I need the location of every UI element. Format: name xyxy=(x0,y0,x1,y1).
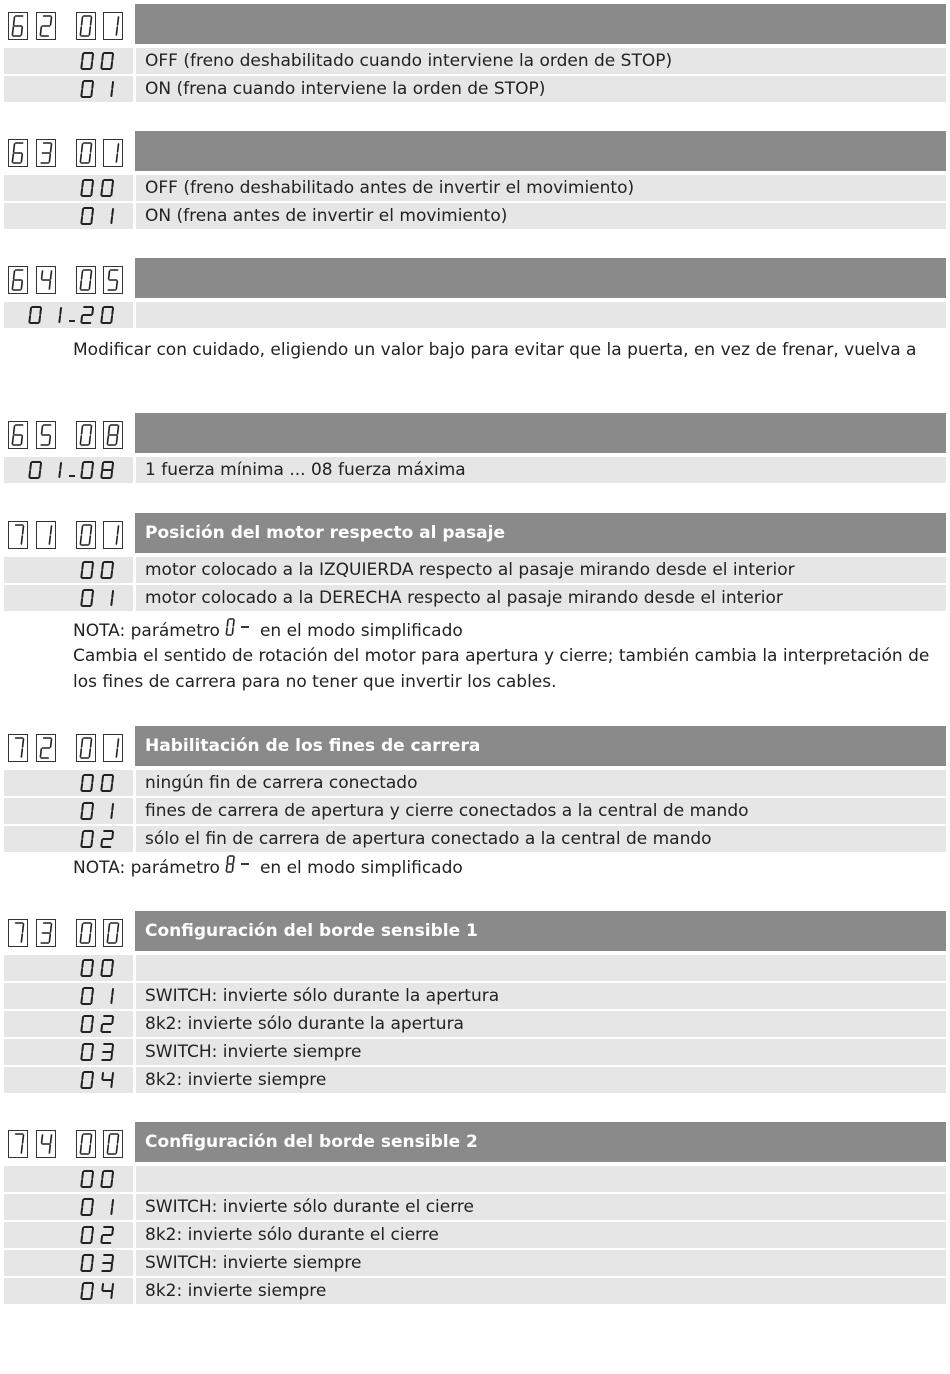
parameter-title: Configuración del borde sensible 1 xyxy=(135,911,946,951)
option-row xyxy=(4,826,946,852)
value-display-icon xyxy=(79,1169,123,1189)
note-parameter-71-simplified xyxy=(73,617,948,645)
parameter-code-display xyxy=(0,513,135,553)
option-description xyxy=(136,302,946,328)
option-value xyxy=(4,457,133,483)
parameter-title: Configuración del borde sensible 2 xyxy=(135,1122,946,1162)
option-value xyxy=(4,557,133,583)
code-digit-icon xyxy=(76,421,96,449)
option-row xyxy=(4,1222,946,1248)
value-display-icon xyxy=(27,460,123,480)
code-digit-icon xyxy=(76,12,96,40)
note-suffix: en el modo simplificado xyxy=(259,621,463,641)
code-digit-icon xyxy=(76,139,96,167)
option-value xyxy=(4,955,133,981)
option-value xyxy=(4,175,133,201)
code-digit-icon xyxy=(103,521,123,549)
option-row xyxy=(4,1250,946,1276)
code-digit-icon xyxy=(8,266,28,294)
parameter-header xyxy=(0,258,950,298)
parameter-code-display xyxy=(0,4,135,44)
parameter-code-display xyxy=(0,413,135,453)
option-description: 8k2: invierte sólo durante el cierre xyxy=(136,1222,946,1248)
value-display-icon xyxy=(79,1070,123,1090)
note-parameter-71-description: Cambia el sentido de rotación del motor para apertura y cierre; también cambia la interpretación de xyxy=(73,646,930,666)
code-digit-icon xyxy=(36,12,56,40)
code-digit-icon xyxy=(76,734,96,762)
code-digit-icon xyxy=(8,139,28,167)
code-digit-icon xyxy=(36,919,56,947)
option-description: 8k2: invierte sólo durante la apertura xyxy=(136,1011,946,1037)
option-description xyxy=(136,1166,946,1192)
value-display-icon xyxy=(79,560,123,580)
value-display-icon xyxy=(79,79,123,99)
code-digit-icon xyxy=(36,521,56,549)
value-display-icon xyxy=(79,1197,123,1217)
option-value xyxy=(4,302,133,328)
option-description: SWITCH: invierte siempre xyxy=(136,1039,946,1065)
value-display-icon xyxy=(79,1014,123,1034)
parameter-code-display xyxy=(0,258,135,298)
parameter-header xyxy=(0,513,950,553)
option-description xyxy=(136,955,946,981)
value-display-icon xyxy=(79,1225,123,1245)
option-description: ON (frena cuando interviene la orden de STOP) xyxy=(136,76,946,102)
option-row xyxy=(4,1278,946,1304)
option-row xyxy=(4,1011,946,1037)
value-display-icon xyxy=(79,588,123,608)
code-digit-icon xyxy=(8,421,28,449)
code-digit-icon xyxy=(36,266,56,294)
parameter-header xyxy=(0,911,950,951)
option-row xyxy=(4,1039,946,1065)
option-value xyxy=(4,983,133,1009)
parameter-header xyxy=(0,413,950,453)
option-description: ON (frena antes de invertir el movimiento) xyxy=(136,203,946,229)
value-display-icon xyxy=(79,773,123,793)
parameter-code-display xyxy=(0,911,135,951)
option-description: OFF (freno deshabilitado antes de invertir el movimiento) xyxy=(136,175,946,201)
option-row xyxy=(4,1194,946,1220)
option-description: 1 fuerza mínima ... 08 fuerza máxima xyxy=(136,457,946,483)
value-display-icon xyxy=(79,829,123,849)
option-description: SWITCH: invierte sólo durante el cierre xyxy=(136,1194,946,1220)
note-suffix: en el modo simplificado xyxy=(259,858,463,878)
option-description: OFF (freno deshabilitado cuando interviene la orden de STOP) xyxy=(136,48,946,74)
code-digit-icon xyxy=(36,139,56,167)
option-row xyxy=(4,557,946,583)
parameter-title: Habilitación de los fines de carrera xyxy=(135,726,946,766)
code-digit-icon xyxy=(76,521,96,549)
option-row xyxy=(4,798,946,824)
option-row xyxy=(4,457,946,483)
parameter-code-display xyxy=(0,131,135,171)
option-row xyxy=(4,1067,946,1093)
option-row xyxy=(4,983,946,1009)
option-description: 8k2: invierte siempre xyxy=(136,1067,946,1093)
option-description: ningún fin de carrera conectado xyxy=(136,770,946,796)
parameter-title: Posición del motor respecto al pasaje xyxy=(135,513,946,553)
option-value xyxy=(4,1011,133,1037)
code-digit-icon xyxy=(76,266,96,294)
code-digit-icon xyxy=(8,919,28,947)
option-row xyxy=(4,203,946,229)
code-digit-icon xyxy=(8,12,28,40)
option-row xyxy=(4,76,946,102)
option-value xyxy=(4,76,133,102)
code-digit-icon xyxy=(36,421,56,449)
value-display-icon xyxy=(79,51,123,71)
option-description: fines de carrera de apertura y cierre conectados a la central de mando xyxy=(136,798,946,824)
option-row xyxy=(4,770,946,796)
code-digit-icon xyxy=(8,734,28,762)
option-value xyxy=(4,770,133,796)
parameter-title xyxy=(135,4,946,44)
option-row xyxy=(4,1166,946,1192)
option-value xyxy=(4,203,133,229)
code-digit-icon xyxy=(36,734,56,762)
value-display-icon xyxy=(79,958,123,978)
option-description: motor colocado a la IZQUIERDA respecto al pasaje mirando desde el interior xyxy=(136,557,946,583)
option-description: SWITCH: invierte sólo durante la apertura xyxy=(136,983,946,1009)
option-value xyxy=(4,1067,133,1093)
code-digit-icon xyxy=(36,1130,56,1158)
option-value xyxy=(4,1166,133,1192)
option-description: motor colocado a la DERECHA respecto al pasaje mirando desde el interior xyxy=(136,585,946,611)
option-row xyxy=(4,585,946,611)
value-display-icon xyxy=(79,801,123,821)
option-row xyxy=(4,955,946,981)
note-parameter-71-description-cont: los fines de carrera para no tener que invertir los cables. xyxy=(73,672,557,692)
code-digit-icon xyxy=(103,734,123,762)
code-digit-icon xyxy=(76,1130,96,1158)
parameter-code-display xyxy=(0,726,135,766)
option-value xyxy=(4,1039,133,1065)
note-prefix: NOTA: parámetro xyxy=(73,858,220,878)
value-display-icon xyxy=(79,178,123,198)
code-digit-icon xyxy=(8,521,28,549)
value-display-icon xyxy=(79,1042,123,1062)
code-digit-icon xyxy=(103,1130,123,1158)
option-row xyxy=(4,302,946,328)
value-display-icon xyxy=(79,1253,123,1273)
option-value xyxy=(4,1278,133,1304)
option-value xyxy=(4,826,133,852)
parameter-header xyxy=(0,726,950,766)
note-parameter-64: Modificar con cuidado, eligiendo un valor bajo para evitar que la puerta, en vez de frenar, vuelva a xyxy=(73,340,917,360)
segment-code-icon xyxy=(224,617,252,645)
note-prefix: NOTA: parámetro xyxy=(73,621,220,641)
value-display-icon xyxy=(79,1281,123,1301)
parameter-title xyxy=(135,131,946,171)
code-digit-icon xyxy=(103,421,123,449)
code-digit-icon xyxy=(103,139,123,167)
value-display-icon xyxy=(79,986,123,1006)
option-value xyxy=(4,1250,133,1276)
code-digit-icon xyxy=(8,1130,28,1158)
value-display-icon xyxy=(79,206,123,226)
parameter-title xyxy=(135,413,946,453)
parameter-title xyxy=(135,258,946,298)
option-row xyxy=(4,175,946,201)
value-display-icon xyxy=(27,305,123,325)
code-digit-icon xyxy=(103,12,123,40)
option-description: 8k2: invierte siempre xyxy=(136,1278,946,1304)
option-value xyxy=(4,798,133,824)
parameter-header xyxy=(0,1122,950,1162)
parameter-code-display xyxy=(0,1122,135,1162)
option-value xyxy=(4,1222,133,1248)
option-description: sólo el fin de carrera de apertura conectado a la central de mando xyxy=(136,826,946,852)
option-value xyxy=(4,48,133,74)
option-row xyxy=(4,48,946,74)
option-value xyxy=(4,585,133,611)
code-digit-icon xyxy=(76,919,96,947)
code-digit-icon xyxy=(103,266,123,294)
parameter-header xyxy=(0,131,950,171)
option-value xyxy=(4,1194,133,1220)
segment-code-icon xyxy=(224,854,252,882)
code-digit-icon xyxy=(103,919,123,947)
note-parameter-72-simplified xyxy=(73,854,948,882)
option-description: SWITCH: invierte siempre xyxy=(136,1250,946,1276)
parameter-header xyxy=(0,4,950,44)
